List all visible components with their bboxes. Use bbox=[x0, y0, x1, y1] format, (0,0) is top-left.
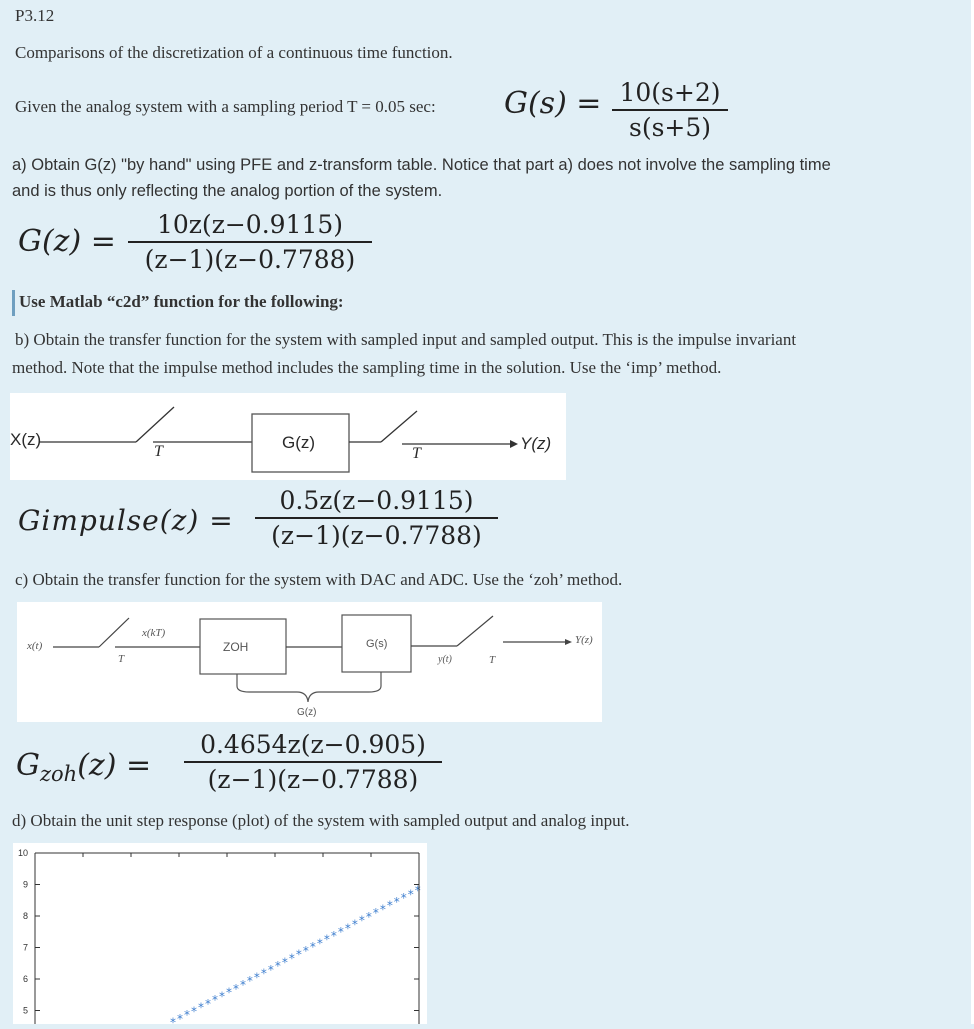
diagram-c-sampled: x(kT) bbox=[142, 627, 166, 639]
diagram-c-output: Y(z) bbox=[575, 634, 593, 646]
data-point: * bbox=[170, 1015, 176, 1024]
part-b-text-1: b) Obtain the transfer function for the system with sampled input and sampled output. This is the impulse invariant bbox=[15, 330, 797, 349]
part-b-numerator: 0.5z(z−0.9115) bbox=[279, 486, 474, 515]
part-a-denominator: (z−1)(z−0.7788) bbox=[144, 244, 356, 274]
data-point: * bbox=[400, 891, 407, 906]
data-point: * bbox=[274, 959, 281, 974]
data-point: * bbox=[218, 989, 225, 1004]
given-numerator: 10(s+2) bbox=[619, 78, 721, 107]
given-lhs: G(s) = bbox=[504, 86, 602, 121]
diagram-c bbox=[17, 602, 602, 722]
diagram-c-output-analog: y(t) bbox=[438, 654, 452, 665]
step-response-chart bbox=[13, 843, 427, 1024]
y-tick-label: 6 bbox=[22, 974, 28, 984]
data-point: * bbox=[330, 928, 337, 943]
diagram-b-sampler-1: T bbox=[154, 443, 163, 460]
data-point: * bbox=[225, 985, 232, 1000]
data-point: * bbox=[190, 1004, 197, 1019]
diagram-c-zoh: ZOH bbox=[223, 640, 249, 654]
diagram-c-sampler-2: T bbox=[489, 654, 496, 666]
diagram-c-plant: G(s) bbox=[366, 638, 388, 650]
data-point: * bbox=[183, 1008, 190, 1023]
data-point: * bbox=[337, 925, 344, 940]
fraction-bar bbox=[184, 761, 442, 763]
part-a-fraction bbox=[128, 210, 372, 274]
diagram-c-sampler-1: T bbox=[118, 653, 125, 665]
fraction-bar bbox=[612, 109, 728, 111]
data-point: * bbox=[344, 921, 351, 936]
diagram-c-brace-label: G(z) bbox=[297, 707, 317, 718]
data-point: * bbox=[232, 981, 239, 996]
data-point: * bbox=[295, 947, 302, 962]
part-b-lhs: Gimpulse(z) = bbox=[18, 504, 234, 537]
diagram-b-sampler-2: T bbox=[412, 445, 421, 462]
given-denominator: s(s+5) bbox=[628, 112, 712, 142]
part-a-numerator: 10z(z−0.9115) bbox=[156, 210, 344, 239]
part-b-fraction bbox=[255, 486, 498, 550]
data-point: * bbox=[379, 902, 386, 917]
part-c-fraction bbox=[184, 730, 442, 794]
diagram-b-output: Y(z) bbox=[520, 434, 552, 453]
part-d-text: d) Obtain the unit step response (plot) of the system with sampled output and analog input. bbox=[12, 811, 630, 830]
data-point: * bbox=[365, 909, 372, 924]
part-a-text-1: a) Obtain G(z) "by hand" using PFE and z-transform table. Notice that part a) does not involve the sampling time bbox=[12, 156, 831, 174]
data-point: * bbox=[204, 996, 211, 1011]
problem-id: P3.12 bbox=[15, 6, 55, 25]
data-point: * bbox=[407, 887, 414, 902]
y-tick-label: 10 bbox=[17, 848, 28, 858]
data-point: * bbox=[288, 951, 295, 966]
part-b-denominator: (z−1)(z−0.7788) bbox=[271, 520, 482, 550]
data-point: * bbox=[386, 898, 393, 913]
data-point: * bbox=[351, 917, 358, 932]
data-point: * bbox=[309, 940, 316, 955]
diagram-b-input: X(z) bbox=[10, 430, 42, 449]
diagram-c-input: x(t) bbox=[27, 640, 43, 652]
diagram-c-lines bbox=[17, 602, 602, 722]
data-point: * bbox=[372, 906, 379, 921]
part-c-lhs-main: G bbox=[16, 748, 40, 783]
data-point: * bbox=[414, 883, 421, 898]
data-point: * bbox=[267, 962, 274, 977]
given-fraction bbox=[612, 78, 728, 142]
part-b-text-2: method. Note that the impulse method includes the sampling time in the solution. Use the ‘imp’ method. bbox=[12, 358, 722, 377]
part-c-text: c) Obtain the transfer function for the system with DAC and ADC. Use the ‘zoh’ method. bbox=[15, 570, 623, 589]
problem-title: Comparisons of the discretization of a continuous time function. bbox=[15, 43, 453, 62]
given-text: Given the analog system with a sampling period T = 0.05 sec: bbox=[15, 97, 436, 116]
data-point: * bbox=[393, 894, 400, 909]
fraction-bar bbox=[255, 517, 498, 519]
part-a-text-2: and is thus only reflecting the analog portion of the system. bbox=[12, 182, 443, 200]
y-tick-label: 8 bbox=[22, 911, 28, 921]
part-c-lhs-tail: (z) = bbox=[77, 748, 152, 783]
data-point: * bbox=[239, 977, 246, 992]
data-point: * bbox=[358, 913, 365, 928]
data-point: * bbox=[176, 1012, 183, 1024]
data-point: * bbox=[253, 970, 260, 985]
data-point: * bbox=[302, 943, 309, 958]
data-point: * bbox=[281, 955, 288, 970]
y-tick-label: 9 bbox=[22, 879, 28, 890]
chart-plot-area bbox=[13, 843, 427, 1024]
part-c-numerator: 0.4654z(z−0.905) bbox=[200, 730, 426, 759]
data-point: * bbox=[246, 974, 253, 989]
y-tick-label: 5 bbox=[22, 1005, 28, 1016]
diagram-b-block: G(z) bbox=[282, 433, 316, 452]
y-tick-label: 7 bbox=[22, 942, 28, 953]
heading-marker bbox=[12, 290, 15, 316]
data-point: * bbox=[260, 966, 267, 981]
diagram-b bbox=[10, 393, 566, 480]
data-point: * bbox=[323, 932, 330, 947]
data-point: * bbox=[211, 993, 218, 1008]
data-point: * bbox=[316, 936, 323, 951]
part-c-lhs bbox=[16, 748, 152, 786]
part-a-lhs: G(z) = bbox=[18, 224, 116, 259]
part-c-denominator: (z−1)(z−0.7788) bbox=[207, 764, 419, 794]
matlab-heading: Use Matlab “c2d” function for the following: bbox=[19, 292, 344, 311]
data-point: * bbox=[197, 1000, 204, 1015]
fraction-bar bbox=[128, 241, 372, 243]
part-c-lhs-sub: zoh bbox=[39, 762, 78, 786]
